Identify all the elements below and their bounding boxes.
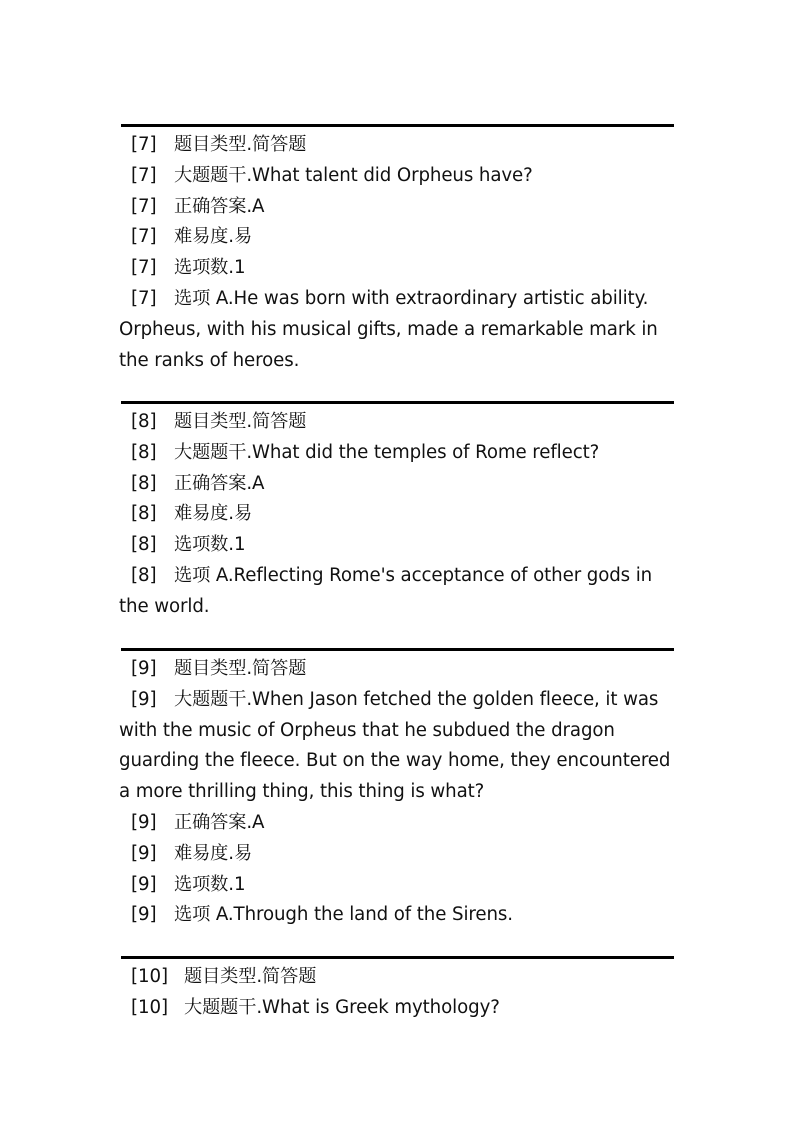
correct-answer-line <box>119 808 674 839</box>
difficulty-line <box>119 839 674 870</box>
correct-answer: 正确答案.A <box>174 811 265 833</box>
question-block-10 <box>119 956 674 1024</box>
question-stem: 大题题干.What talent did Orpheus have? <box>174 164 533 186</box>
option-count: 选项数.1 <box>174 534 246 556</box>
question-stem: 大题题干.What is Greek mythology? <box>184 996 500 1018</box>
question-stem-line <box>119 438 674 469</box>
question-type: 题目类型.简答题 <box>174 134 307 155</box>
option-count-line <box>119 530 674 561</box>
question-number: [7] <box>131 257 157 279</box>
option-a: 选项 A.He was born with extraordinary artistic ability. Orpheus, with his musical gifts, made a remarkable mark in the ranks of heroes. <box>119 287 658 371</box>
question-number: [8] <box>131 411 157 432</box>
question-type: 题目类型.简答题 <box>174 411 307 432</box>
question-number: [8] <box>131 472 157 494</box>
question-stem: 大题题干.When Jason fetched the golden fleece, it was with the music of Orpheus that he subdued the dragon guarding the fleece. But on the way home, they encountered a more thrilling thing, this thing is what? <box>119 688 671 803</box>
question-type-line <box>119 130 674 161</box>
option-count-line <box>119 870 674 901</box>
question-number: [8] <box>131 441 157 463</box>
correct-answer: 正确答案.A <box>174 472 265 494</box>
difficulty-line <box>119 499 674 530</box>
question-number: [7] <box>131 195 157 217</box>
question-number: [8] <box>131 503 157 525</box>
question-number: [9] <box>131 811 157 833</box>
difficulty: 难易度.易 <box>174 842 253 864</box>
question-number: [9] <box>131 658 157 679</box>
difficulty: 难易度.易 <box>174 503 253 525</box>
question-block-8 <box>119 401 674 623</box>
question-number: [7] <box>131 287 157 309</box>
question-type-line <box>119 407 674 438</box>
question-type-line <box>119 654 674 685</box>
question-number: [9] <box>131 688 157 710</box>
correct-answer: 正确答案.A <box>174 195 265 217</box>
question-number: [9] <box>131 904 157 926</box>
difficulty-line <box>119 222 674 253</box>
option-a: 选项 A.Reflecting Rome's acceptance of other gods in the world. <box>119 564 653 617</box>
question-number: [10] <box>131 996 168 1018</box>
option-a: 选项 A.Through the land of the Sirens. <box>174 904 513 926</box>
correct-answer-line <box>119 192 674 223</box>
option-count: 选项数.1 <box>174 873 246 895</box>
question-number: [7] <box>131 134 157 155</box>
question-stem: 大题题干.What did the temples of Rome reflect? <box>174 441 600 463</box>
question-number: [8] <box>131 564 157 586</box>
question-type: 题目类型.简答题 <box>184 966 317 987</box>
question-number: [9] <box>131 842 157 864</box>
option-count: 选项数.1 <box>174 257 246 279</box>
question-block-7 <box>119 124 674 376</box>
question-number: [8] <box>131 534 157 556</box>
question-number: [9] <box>131 873 157 895</box>
question-type-line <box>119 962 674 993</box>
question-stem-line <box>119 685 674 808</box>
question-stem-line <box>119 161 674 192</box>
option-count-line <box>119 253 674 284</box>
question-number: [7] <box>131 226 157 248</box>
option-a-line <box>119 900 674 931</box>
correct-answer-line <box>119 469 674 500</box>
option-a-line <box>119 561 674 623</box>
question-number: [10] <box>131 966 168 987</box>
difficulty: 难易度.易 <box>174 226 253 248</box>
question-number: [7] <box>131 164 157 186</box>
question-type: 题目类型.简答题 <box>174 658 307 679</box>
question-stem-line <box>119 993 674 1024</box>
question-block-9 <box>119 648 674 931</box>
option-a-line <box>119 284 674 376</box>
